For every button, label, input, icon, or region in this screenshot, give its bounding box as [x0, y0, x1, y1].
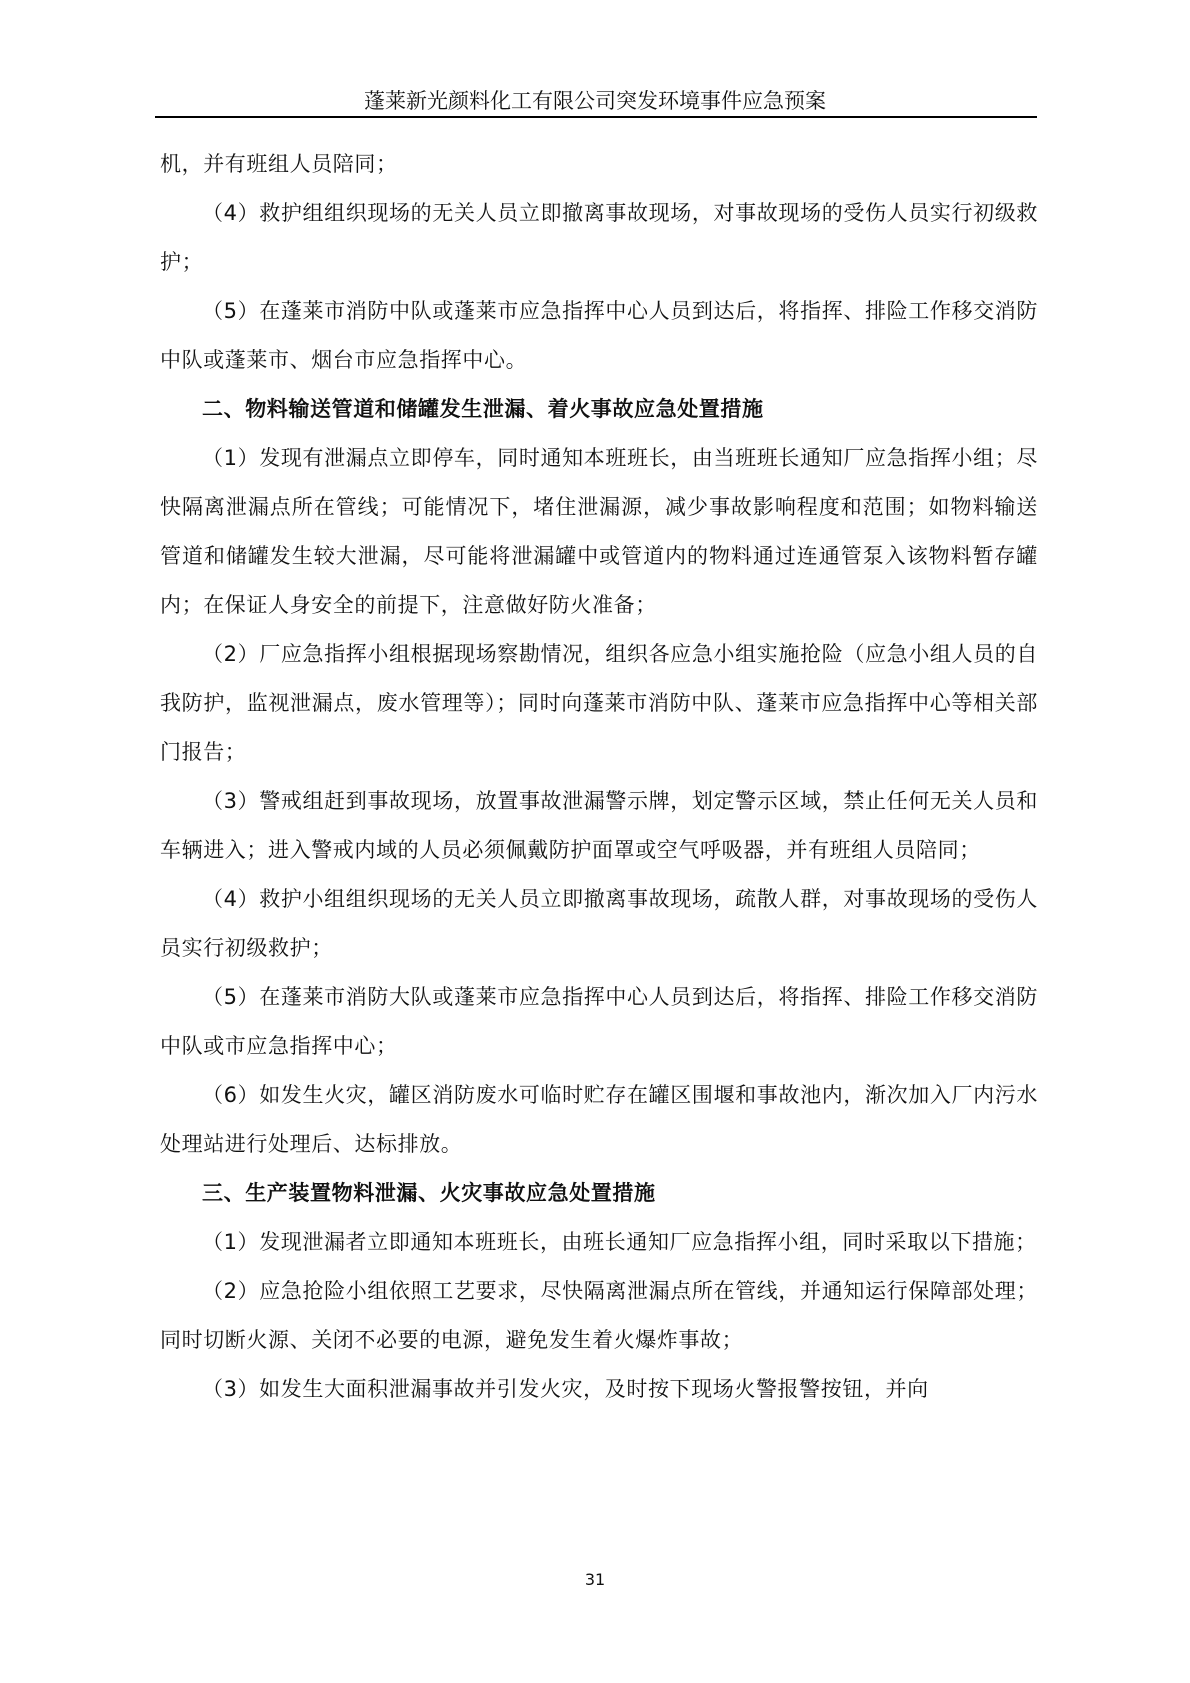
paragraph-production-item-1: （1）发现泄漏者立即通知本班班长，由班长通知厂应急指挥小组，同时采取以下措施；: [202, 1230, 1037, 1254]
header-divider: [155, 116, 1037, 118]
page-header-title: 蓬莱新光颜料化工有限公司突发环境事件应急预案: [364, 89, 826, 113]
paragraph-continuation: 机，并有班组人员陪同；: [160, 152, 398, 176]
section-heading-production-unit: 三、生产装置物料泄漏、火灾事故应急处置措施: [202, 1181, 656, 1205]
paragraph-pipeline-item-1: （1）发现有泄漏点立即停车，同时通知本班班长，由当班班长通知厂应急指挥小组；尽快隔离泄漏点所在管线；可能情况下，堵住泄漏源，减少事故影响程度和范围；如物料输送管道和储罐发生较大泄漏，尽可能将泄漏罐中或管道内的物料通过连通管泵入该物料暂存罐内；在保证人身安全的前提下，注意做好防火准备；: [160, 446, 1038, 617]
paragraph-pipeline-item-5: （5）在蓬莱市消防大队或蓬莱市应急指挥中心人员到达后，将指挥、排险工作移交消防中队或市应急指挥中心；: [160, 985, 1038, 1058]
paragraph-production-item-2: （2）应急抢险小组依照工艺要求，尽快隔离泄漏点所在管线，并通知运行保障部处理；同时切断火源、关闭不必要的电源，避免发生着火爆炸事故；: [160, 1279, 1038, 1352]
page-number: 31: [584, 1570, 606, 1589]
paragraph-handover-item-5: （5）在蓬莱市消防中队或蓬莱市应急指挥中心人员到达后，将指挥、排险工作移交消防中队或蓬莱市、烟台市应急指挥中心。: [160, 299, 1038, 372]
paragraph-pipeline-item-2: （2）厂应急指挥小组根据现场察勘情况，组织各应急小组实施抢险（应急小组人员的自我防护，监视泄漏点，废水管理等）；同时向蓬莱市消防中队、蓬莱市应急指挥中心等相关部门报告；: [160, 642, 1038, 764]
paragraph-rescue-item-4: （4）救护组组织现场的无关人员立即撤离事故现场，对事故现场的受伤人员实行初级救护；: [160, 201, 1038, 274]
paragraph-pipeline-item-3: （3）警戒组赶到事故现场，放置事故泄漏警示牌，划定警示区域，禁止任何无关人员和车辆进入；进入警戒内域的人员必须佩戴防护面罩或空气呼吸器，并有班组人员陪同；: [160, 789, 1038, 862]
section-heading-pipeline-tank: 二、物料输送管道和储罐发生泄漏、着火事故应急处置措施: [202, 397, 764, 421]
paragraph-pipeline-item-4: （4）救护小组组织现场的无关人员立即撤离事故现场，疏散人群，对事故现场的受伤人员实行初级救护；: [160, 887, 1038, 960]
paragraph-pipeline-item-6: （6）如发生火灾，罐区消防废水可临时贮存在罐区围堰和事故池内，渐次加入厂内污水处理站进行处理后、达标排放。: [160, 1083, 1038, 1156]
document-body: [160, 140, 1038, 1414]
paragraph-production-item-3: （3）如发生大面积泄漏事故并引发火灾，及时按下现场火警报警按钮，并向: [202, 1377, 929, 1401]
